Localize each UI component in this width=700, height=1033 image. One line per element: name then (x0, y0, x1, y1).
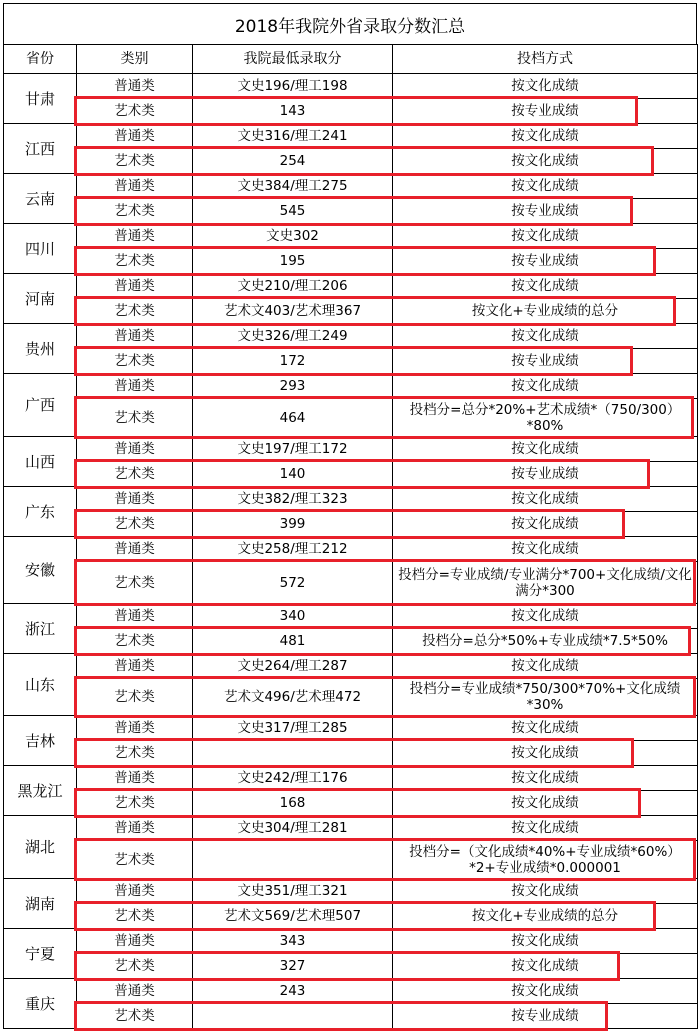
province-cell: 黑龙江 (4, 766, 77, 816)
province-cell: 湖南 (4, 879, 77, 929)
province-cell: 贵州 (4, 324, 77, 374)
score-cell: 254 (193, 149, 393, 174)
category-cell: 艺术类 (77, 199, 193, 224)
score-cell: 艺术文496/艺术理472 (193, 679, 393, 716)
score-cell: 572 (193, 562, 393, 604)
method-cell: 按文化成绩 (393, 124, 698, 149)
method-cell: 按文化成绩 (393, 437, 698, 462)
category-cell: 普通类 (77, 274, 193, 299)
method-cell: 按专业成绩 (393, 249, 698, 274)
method-cell: 按文化成绩 (393, 274, 698, 299)
category-cell: 艺术类 (77, 679, 193, 716)
score-cell: 文史196/理工198 (193, 74, 393, 99)
category-cell: 普通类 (77, 174, 193, 199)
method-cell: 按文化成绩 (393, 487, 698, 512)
table-row (4, 716, 698, 741)
category-cell: 艺术类 (77, 562, 193, 604)
province-cell: 四川 (4, 224, 77, 274)
method-cell: 按文化成绩 (393, 224, 698, 249)
table-row (4, 349, 698, 374)
method-cell: 按文化成绩 (393, 929, 698, 954)
score-cell: 293 (193, 374, 393, 399)
category-cell: 艺术类 (77, 904, 193, 929)
method-cell: 按专业成绩 (393, 99, 698, 124)
category-cell: 艺术类 (77, 512, 193, 537)
table-row (4, 841, 698, 879)
score-cell: 文史242/理工176 (193, 766, 393, 791)
table-row (4, 654, 698, 679)
header-category: 类别 (77, 45, 193, 74)
table-row (4, 816, 698, 841)
category-cell: 普通类 (77, 816, 193, 841)
category-cell: 艺术类 (77, 99, 193, 124)
table-row (4, 74, 698, 99)
score-cell (193, 741, 393, 766)
method-cell: 按文化成绩 (393, 716, 698, 741)
category-cell: 艺术类 (77, 349, 193, 374)
table-row (4, 99, 698, 124)
province-cell: 湖北 (4, 816, 77, 879)
table-row (4, 741, 698, 766)
category-cell: 艺术类 (77, 249, 193, 274)
category-cell: 艺术类 (77, 299, 193, 324)
score-cell: 艺术文569/艺术理507 (193, 904, 393, 929)
table-row (4, 1004, 698, 1029)
score-cell: 327 (193, 954, 393, 979)
header-province: 省份 (4, 45, 77, 74)
category-cell: 艺术类 (77, 954, 193, 979)
score-cell: 文史264/理工287 (193, 654, 393, 679)
province-cell: 广西 (4, 374, 77, 437)
score-cell: 文史326/理工249 (193, 324, 393, 349)
province-cell: 浙江 (4, 604, 77, 654)
page-title: 2018年我院外省录取分数汇总 (3, 3, 697, 45)
table-row (4, 954, 698, 979)
score-table (3, 44, 698, 1029)
category-cell: 普通类 (77, 604, 193, 629)
method-cell: 按文化成绩 (393, 74, 698, 99)
method-cell: 按文化成绩 (393, 954, 698, 979)
method-cell: 按文化成绩 (393, 879, 698, 904)
table-row (4, 174, 698, 199)
table-row (4, 562, 698, 604)
score-cell: 文史316/理工241 (193, 124, 393, 149)
table-row (4, 487, 698, 512)
category-cell: 艺术类 (77, 399, 193, 437)
method-cell: 按文化成绩 (393, 816, 698, 841)
category-cell: 普通类 (77, 487, 193, 512)
table-row (4, 249, 698, 274)
category-cell: 普通类 (77, 879, 193, 904)
category-cell: 普通类 (77, 224, 193, 249)
province-cell: 河南 (4, 274, 77, 324)
table-row (4, 374, 698, 399)
method-cell: 按文化成绩 (393, 604, 698, 629)
method-cell: 按文化成绩 (393, 149, 698, 174)
province-cell: 江西 (4, 124, 77, 174)
score-cell: 168 (193, 791, 393, 816)
category-cell: 艺术类 (77, 1004, 193, 1029)
province-cell: 广东 (4, 487, 77, 537)
score-cell: 343 (193, 929, 393, 954)
score-cell: 文史210/理工206 (193, 274, 393, 299)
table-row (4, 512, 698, 537)
category-cell: 普通类 (77, 929, 193, 954)
score-cell: 464 (193, 399, 393, 437)
score-cell: 文史351/理工321 (193, 879, 393, 904)
category-cell: 艺术类 (77, 841, 193, 879)
method-cell: 投档分=总分*20%+艺术成绩*（750/300）*80% (393, 399, 698, 437)
method-cell: 按专业成绩 (393, 462, 698, 487)
method-cell: 投档分=专业成绩/专业满分*700+文化成绩/文化满分*300 (393, 562, 698, 604)
category-cell: 艺术类 (77, 462, 193, 487)
table-row (4, 437, 698, 462)
score-cell: 243 (193, 979, 393, 1004)
table-row (4, 224, 698, 249)
province-cell: 云南 (4, 174, 77, 224)
category-cell: 艺术类 (77, 741, 193, 766)
method-cell: 投档分=总分*50%+专业成绩*7.5*50% (393, 629, 698, 654)
score-cell: 545 (193, 199, 393, 224)
category-cell: 普通类 (77, 74, 193, 99)
method-cell: 按文化成绩 (393, 766, 698, 791)
table-row (4, 299, 698, 324)
method-cell: 投档分=专业成绩*750/300*70%+文化成绩*30% (393, 679, 698, 716)
category-cell: 艺术类 (77, 149, 193, 174)
header-admission-method: 投档方式 (393, 45, 698, 74)
method-cell: 按文化成绩 (393, 979, 698, 1004)
score-cell: 172 (193, 349, 393, 374)
table-row (4, 604, 698, 629)
province-cell: 山东 (4, 654, 77, 716)
method-cell: 按专业成绩 (393, 1004, 698, 1029)
method-cell: 投档分=（文化成绩*40%+专业成绩*60%）*2+专业成绩*0.000001 (393, 841, 698, 879)
province-cell: 重庆 (4, 979, 77, 1029)
category-cell: 普通类 (77, 716, 193, 741)
category-cell: 普通类 (77, 437, 193, 462)
table-body (4, 74, 698, 1029)
score-cell: 文史258/理工212 (193, 537, 393, 562)
province-cell: 吉林 (4, 716, 77, 766)
table-row (4, 149, 698, 174)
method-cell: 按文化成绩 (393, 741, 698, 766)
table-row (4, 399, 698, 437)
category-cell: 艺术类 (77, 791, 193, 816)
table-row (4, 124, 698, 149)
score-cell: 文史384/理工275 (193, 174, 393, 199)
score-cell: 艺术文403/艺术理367 (193, 299, 393, 324)
province-cell: 山西 (4, 437, 77, 487)
table-row (4, 462, 698, 487)
table-row (4, 629, 698, 654)
table-row (4, 199, 698, 224)
table-row (4, 929, 698, 954)
province-cell: 甘肃 (4, 74, 77, 124)
score-cell: 195 (193, 249, 393, 274)
table-row (4, 324, 698, 349)
score-cell: 399 (193, 512, 393, 537)
method-cell: 按文化成绩 (393, 374, 698, 399)
score-cell: 140 (193, 462, 393, 487)
method-cell: 按文化+专业成绩的总分 (393, 904, 698, 929)
table-row (4, 979, 698, 1004)
table-row (4, 904, 698, 929)
method-cell: 按专业成绩 (393, 349, 698, 374)
method-cell: 按文化成绩 (393, 324, 698, 349)
table-row (4, 879, 698, 904)
method-cell: 按文化成绩 (393, 512, 698, 537)
method-cell: 按文化成绩 (393, 654, 698, 679)
score-cell: 481 (193, 629, 393, 654)
header-min-score: 我院最低录取分 (193, 45, 393, 74)
table-row (4, 679, 698, 716)
category-cell: 普通类 (77, 766, 193, 791)
table-row (4, 766, 698, 791)
category-cell: 普通类 (77, 124, 193, 149)
table-row (4, 791, 698, 816)
method-cell: 按文化成绩 (393, 537, 698, 562)
province-cell: 宁夏 (4, 929, 77, 979)
table-row (4, 274, 698, 299)
score-cell: 文史304/理工281 (193, 816, 393, 841)
score-cell: 143 (193, 99, 393, 124)
method-cell: 按文化成绩 (393, 174, 698, 199)
method-cell: 按文化成绩 (393, 791, 698, 816)
category-cell: 普通类 (77, 537, 193, 562)
table-row (4, 537, 698, 562)
score-cell: 文史317/理工285 (193, 716, 393, 741)
score-cell: 340 (193, 604, 393, 629)
category-cell: 艺术类 (77, 629, 193, 654)
score-cell: 文史382/理工323 (193, 487, 393, 512)
category-cell: 普通类 (77, 324, 193, 349)
score-cell: 文史197/理工172 (193, 437, 393, 462)
method-cell: 按专业成绩 (393, 199, 698, 224)
province-cell: 安徽 (4, 537, 77, 604)
category-cell: 普通类 (77, 374, 193, 399)
category-cell: 普通类 (77, 979, 193, 1004)
score-cell: 文史302 (193, 224, 393, 249)
score-cell (193, 841, 393, 879)
category-cell: 普通类 (77, 654, 193, 679)
method-cell: 按文化+专业成绩的总分 (393, 299, 698, 324)
score-cell (193, 1004, 393, 1029)
header-row (4, 45, 698, 74)
